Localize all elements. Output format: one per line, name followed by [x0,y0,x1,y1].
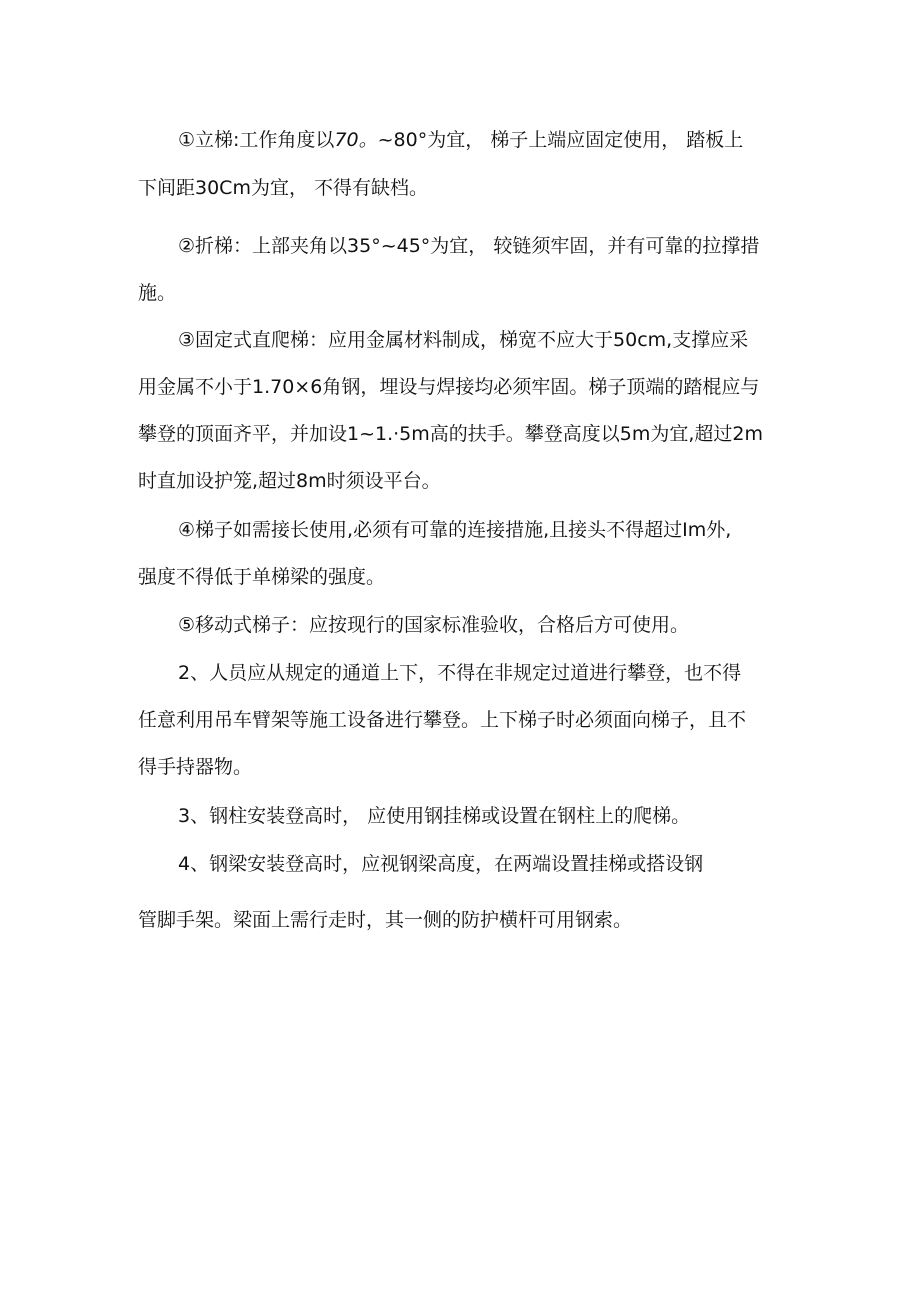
paragraph-steel-column: 3、钢柱安装登高时， 应使用钢挂梯或设置在钢柱上的爬梯。 [178,805,691,827]
paragraph-personnel-access-line-3: 得手持器物。 [138,756,253,778]
paragraph-steel-beam-line-2: 管脚手架。梁面上需行走时，其一侧的防护横杆可用钢索。 [138,909,633,931]
text-segment: ~80°为宜， 梯子上端应固定使用， 踏板上 [377,129,744,151]
paragraph-fixed-ladder-line-1: ③固定式直爬梯：应用金属材料制成，梯宽不应大于50cm,支撑应采 [178,329,749,351]
paragraph-ladder-straight-line-1 [178,128,743,152]
paragraph-fixed-ladder-line-2: 用金属不小于1.70×6角钢，埋设与焊接均必须牢固。梯子顶端的踏棍应与 [138,376,760,398]
text-segment: ①立梯:工作角度以 [178,129,335,151]
paragraph-fixed-ladder-line-4: 时直加设护笼,超过8m时须设平台。 [138,470,441,492]
paragraph-steel-beam-line-1: 4、钢梁安装登高时，应视钢梁高度，在两端设置挂梯或搭设钢 [178,853,704,875]
paragraph-ladder-folding-line-2: 施。 [138,282,177,304]
paragraph-personnel-access-line-1: 2、人员应从规定的通道上下，不得在非规定过道进行攀登，也不得 [178,662,742,684]
paragraph-ladder-extension-line-1: ④梯子如需接长使用,必须有可靠的连接措施,且接头不得超过Im外, [178,519,732,541]
paragraph-ladder-straight-line-2: 下间距30Cm为宜， 不得有缺档。 [138,177,428,199]
paragraph-ladder-folding-line-1: ②折梯：上部夹角以35°~45°为宜， 较链须牢固，并有可靠的拉撑措 [178,235,760,257]
paragraph-fixed-ladder-line-3: 攀登的顶面齐平，并加设1~1.·5m高的扶手。攀登高度以5m为宜,超过2m [138,423,764,445]
paragraph-ladder-extension-line-2: 强度不得低于单梯梁的强度。 [138,566,386,588]
text-segment-italic: 70。 [334,129,378,151]
paragraph-mobile-ladder: ⑤移动式梯子：应按现行的国家标准验收，合格后方可使用。 [178,614,690,636]
paragraph-personnel-access-line-2: 任意利用吊车臂架等施工设备进行攀登。上下梯子时必须面向梯子，且不 [138,709,747,731]
